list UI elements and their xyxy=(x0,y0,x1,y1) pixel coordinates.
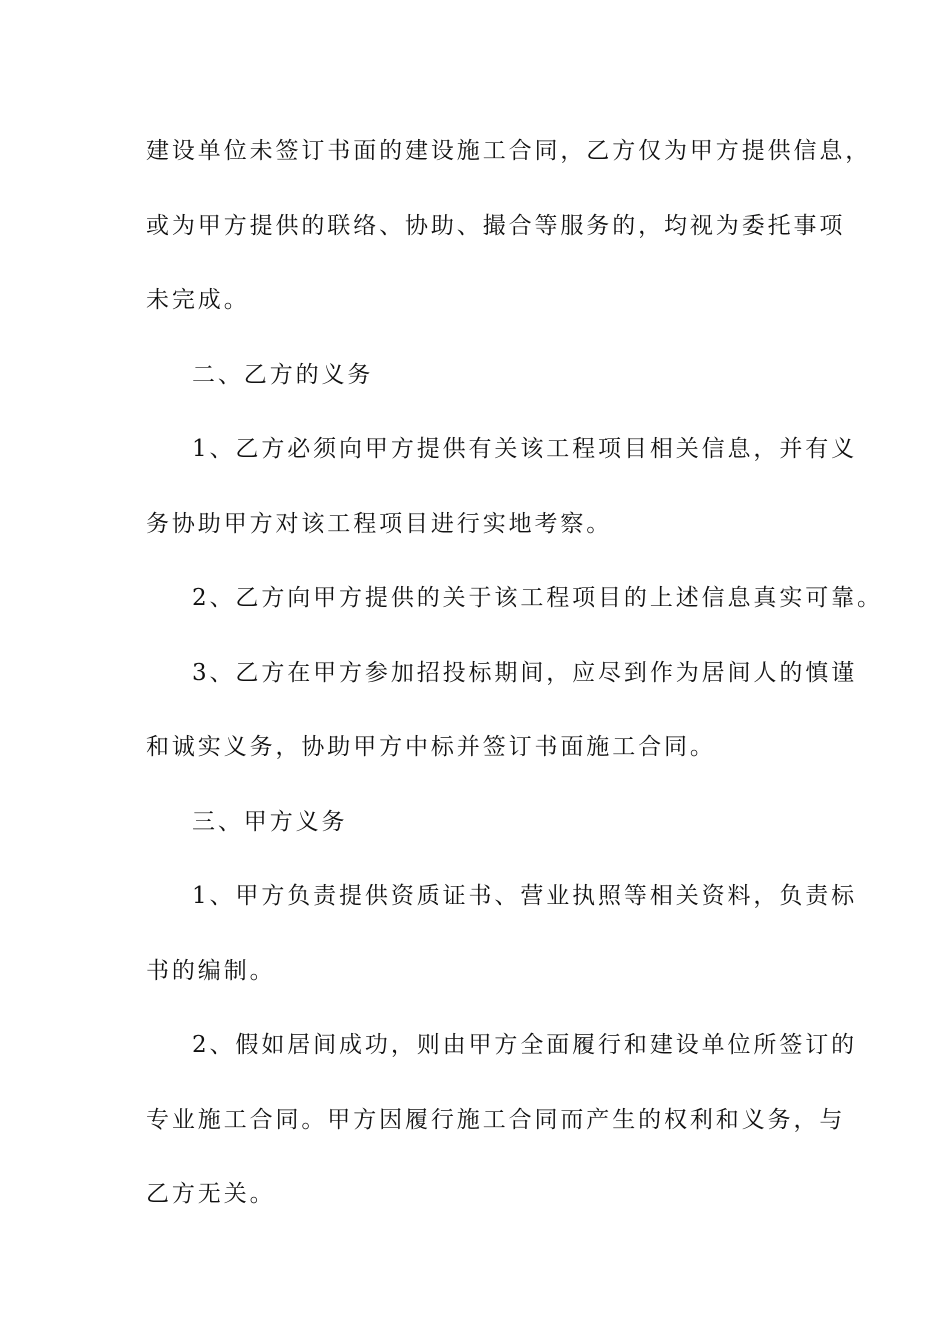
text-line: 2、假如居间成功，则由甲方全面履行和建设单位所签订的 xyxy=(192,1032,858,1058)
text-line: 建设单位未签订书面的建设施工合同，乙方仅为甲方提供信息， xyxy=(146,138,872,164)
text-line: 和诚实义务，协助甲方中标并签订书面施工合同。 xyxy=(146,734,716,760)
text-line: 专业施工合同。甲方因履行施工合同而产生的权利和义务，与 xyxy=(146,1106,846,1133)
text-line: 1、乙方必须向甲方提供有关该工程项目相关信息，并有义 xyxy=(192,436,858,462)
text-line: 2、乙方向甲方提供的关于该工程项目的上述信息真实可靠。 xyxy=(192,585,883,611)
text-line: 或为甲方提供的联络、协助、撮合等服务的，均视为委托事项 xyxy=(146,212,846,239)
text-line: 未完成。 xyxy=(146,287,250,313)
text-line: 1、甲方负责提供资质证书、营业执照等相关资料，负责标 xyxy=(192,883,858,909)
text-line: 务协助甲方对该工程项目进行实地考察。 xyxy=(146,510,613,537)
text-line: 书的编制。 xyxy=(146,957,276,984)
document-body xyxy=(146,128,883,1246)
text-line: 乙方无关。 xyxy=(146,1181,276,1207)
section-heading: 三、甲方义务 xyxy=(192,808,348,835)
section-heading: 二、乙方的义务 xyxy=(192,361,374,388)
text-line: 3、乙方在甲方参加招投标期间，应尽到作为居间人的慎谨 xyxy=(192,659,858,686)
